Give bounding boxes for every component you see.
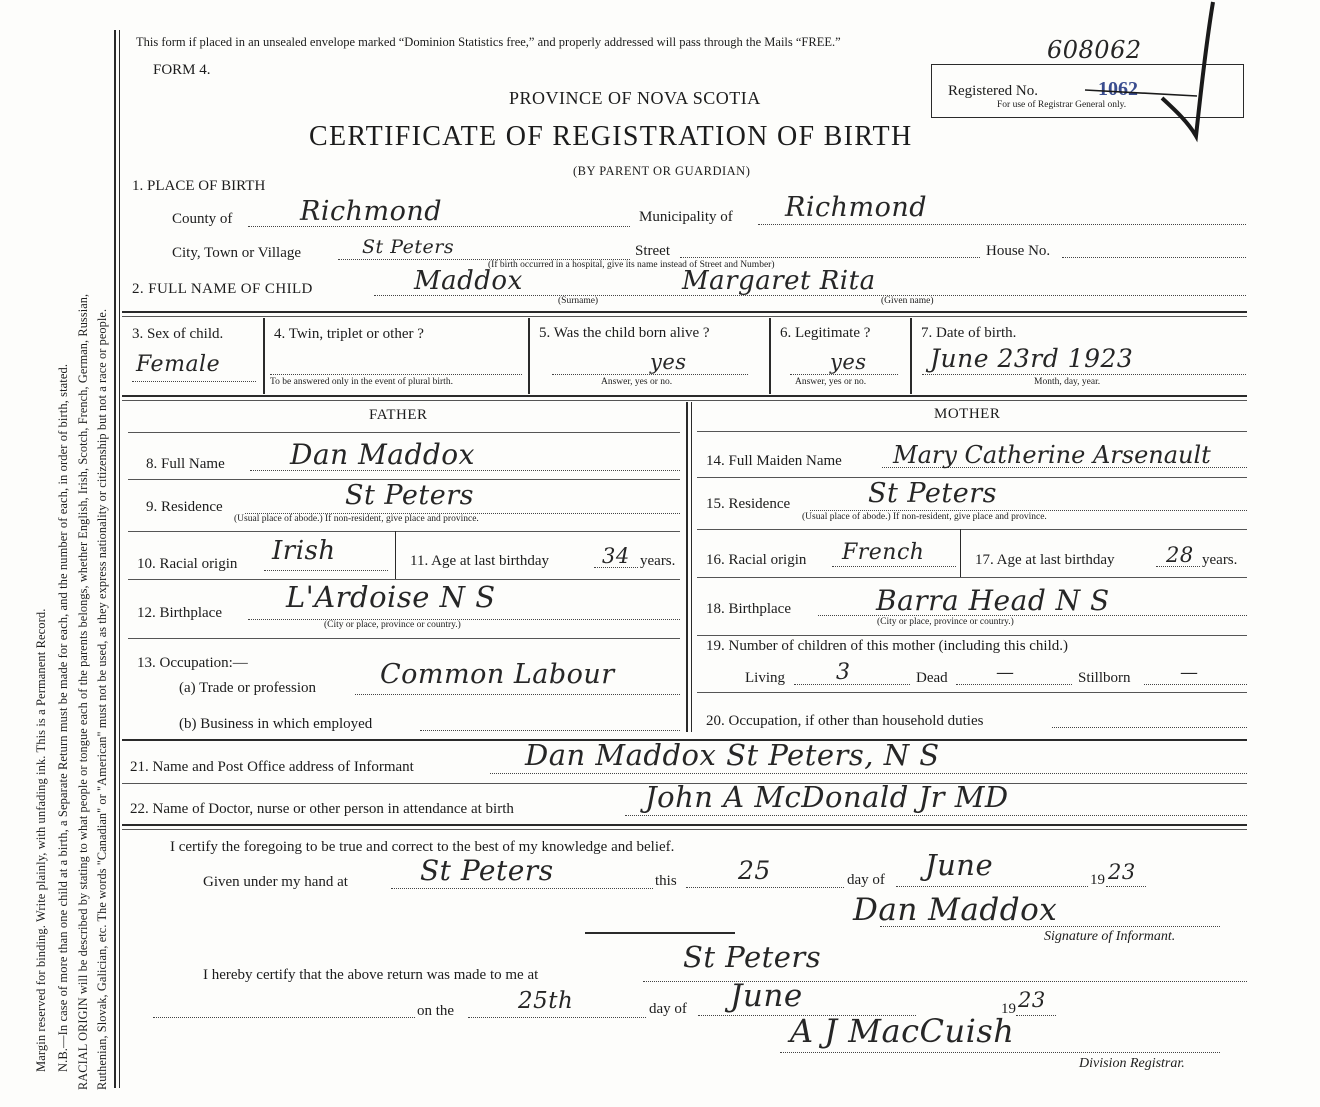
registered-label: Registered No. — [948, 83, 1038, 99]
father-name-value: Dan Maddox — [290, 438, 475, 471]
given-year-value: 23 — [1108, 860, 1136, 884]
county-value: Richmond — [300, 196, 443, 227]
city-value: St Peters — [362, 236, 455, 258]
born-alive-label: 5. Was the child born alive ? — [539, 325, 710, 341]
father-age-unit: years. — [640, 553, 676, 569]
municipality-label: Municipality of — [639, 209, 733, 225]
father-residence-note: (Usual place of abode.) If non-resident, give place and province. — [234, 514, 479, 524]
margin-note-multiple-births: N.B.—In case of more than one child at a birth, a Separate Return must be made for each, and the number of each, in order of birth, stated. — [56, 363, 70, 1072]
registrar-place-value: St Peters — [683, 940, 822, 974]
sex-value: Female — [136, 352, 221, 377]
father-residence-value: St Peters — [345, 480, 474, 511]
father-age-label: 11. Age at last birthday — [410, 553, 549, 569]
dead-label: Dead — [916, 670, 948, 686]
mother-residence-label: 15. Residence — [706, 496, 791, 512]
mail-notice: This form if placed in an unsealed envelope marked “Dominion Statistics free,” and properly addressed will pass through the Mails “FREE.” — [136, 35, 841, 49]
municipality-value: Richmond — [785, 192, 928, 223]
father-birthplace-value: L'Ardoise N S — [286, 580, 496, 614]
informant-signature: Dan Maddox — [853, 892, 1058, 928]
registrar-year-prefix: 19 — [1001, 1001, 1016, 1017]
registrar-dayof-label: day of — [649, 1001, 687, 1017]
born-alive-caption: Answer, yes or no. — [601, 377, 673, 387]
living-value: 3 — [836, 660, 851, 685]
sex-label: 3. Sex of child. — [132, 326, 224, 342]
page-subtitle: (BY PARENT OR GUARDIAN) — [573, 164, 751, 178]
father-business-label: (b) Business in which employed — [179, 716, 373, 732]
registrar-month-value: June — [730, 978, 803, 1014]
father-trade-label: (a) Trade or profession — [179, 680, 317, 696]
legitimate-caption: Answer, yes or no. — [795, 377, 867, 387]
form-number: FORM 4. — [153, 62, 211, 78]
place-of-birth-heading: 1. PLACE OF BIRTH — [132, 178, 266, 194]
father-birthplace-note: (City or place, province or country.) — [324, 620, 461, 630]
mother-birthplace-value: Barra Head N S — [876, 584, 1110, 617]
mother-race-value: French — [842, 540, 925, 565]
city-label: City, Town or Village — [172, 245, 302, 261]
given-name-caption: (Given name) — [881, 296, 934, 306]
twin-note: To be answered only in the event of plural birth. — [270, 377, 453, 387]
father-race-value: Irish — [272, 536, 336, 566]
given-day-value: 25 — [738, 856, 771, 885]
surname-caption: (Surname) — [558, 296, 599, 306]
mother-residence-note: (Usual place of abode.) If non-resident, give place and province. — [802, 512, 1047, 522]
mother-heading: MOTHER — [934, 406, 1001, 422]
mother-name-label: 14. Full Maiden Name — [706, 453, 842, 469]
given-dayof-label: day of — [847, 872, 885, 888]
given-place-value: St Peters — [420, 854, 554, 887]
mother-birthplace-label: 18. Birthplace — [706, 601, 791, 617]
father-name-label: 8. Full Name — [146, 456, 225, 472]
doctor-label: 22. Name of Doctor, nurse or other person in attendance at birth — [130, 801, 514, 817]
mother-residence-value: St Peters — [868, 478, 997, 509]
mother-occupation-label: 20. Occupation, if other than household duties — [706, 713, 984, 729]
mother-children-label: 19. Number of children of this mother (including this child.) — [706, 638, 1069, 654]
stillborn-label: Stillborn — [1078, 670, 1131, 686]
father-trade-value: Common Labour — [380, 659, 615, 690]
mother-name-value: Mary Catherine Arsenault — [893, 441, 1211, 469]
father-age-value: 34 — [602, 544, 630, 568]
doctor-value: John A McDonald Jr MD — [645, 780, 1009, 814]
given-under-label: Given under my hand at — [203, 874, 348, 890]
dead-value: — — [996, 662, 1015, 683]
registrar-caption: Division Registrar. — [1079, 1056, 1185, 1071]
stillborn-value: — — [1180, 662, 1199, 683]
margin-note-binding: Margin reserved for binding. Write plainly, with unfading ink. This is a Permanent Record. — [34, 608, 48, 1072]
informant-label: 21. Name and Post Office address of Informant — [130, 759, 414, 775]
given-year-prefix: 19 — [1090, 872, 1105, 888]
child-name-label: 2. FULL NAME OF CHILD — [132, 281, 313, 297]
informant-value: Dan Maddox St Peters, N S — [525, 738, 940, 772]
child-given-name-value: Margaret Rita — [682, 266, 876, 296]
mother-age-unit: years. — [1202, 552, 1238, 568]
county-label: County of — [172, 211, 233, 227]
registrar-day-value: 25th — [518, 988, 574, 1014]
father-heading: FATHER — [369, 407, 428, 423]
father-race-label: 10. Racial origin — [137, 556, 238, 572]
date-of-birth-value: June 23rd 1923 — [930, 344, 1134, 373]
father-residence-label: 9. Residence — [146, 499, 223, 515]
registrar-note: For use of Registrar General only. — [997, 100, 1127, 110]
registrar-statement: I hereby certify that the above return was made to me at — [203, 967, 539, 983]
mother-birthplace-note: (City or place, province or country.) — [877, 617, 1014, 627]
registered-number: 1062 — [1098, 78, 1138, 100]
mother-age-value: 28 — [1166, 543, 1194, 567]
registrar-year-value: 23 — [1018, 988, 1046, 1012]
house-number-label: House No. — [986, 243, 1051, 259]
born-alive-value: yes — [650, 350, 687, 374]
given-month-value: June — [925, 848, 994, 882]
margin-note-racial-origin: RACIAL ORIGIN will be described by stating to what people or tongue each of the parents belongs, whether English, Irish, Scotch, French, German, Russian, — [76, 293, 90, 1090]
page-title: CERTIFICATE OF REGISTRATION OF BIRTH — [309, 121, 913, 152]
father-occupation-label: 13. Occupation:— — [137, 655, 248, 671]
living-label: Living — [745, 670, 785, 686]
hospital-note: (If birth occurred in a hospital, give its name instead of Street and Number) — [488, 260, 775, 270]
informant-signature-caption: Signature of Informant. — [1044, 929, 1176, 944]
certification-statement: I certify the foregoing to be true and correct to the best of my knowledge and belief. — [170, 839, 675, 855]
legitimate-value: yes — [830, 350, 867, 374]
mother-age-label: 17. Age at last birthday — [975, 552, 1115, 568]
street-label: Street — [635, 243, 670, 259]
serial-number: 608062 — [1047, 36, 1142, 64]
legitimate-label: 6. Legitimate ? — [780, 325, 871, 341]
father-birthplace-label: 12. Birthplace — [137, 605, 222, 621]
registrar-onthe-label: on the — [417, 1003, 455, 1019]
date-of-birth-caption: Month, day, year. — [1034, 377, 1101, 387]
mother-race-label: 16. Racial origin — [706, 552, 807, 568]
child-surname-value: Maddox — [414, 266, 523, 296]
this-label: this — [655, 873, 677, 889]
twin-label: 4. Twin, triplet or other ? — [274, 326, 424, 342]
registrar-signature: A J MacCuish — [790, 1012, 1015, 1050]
province-heading: PROVINCE OF NOVA SCOTIA — [509, 88, 761, 108]
date-of-birth-label: 7. Date of birth. — [921, 325, 1017, 341]
margin-note-racial-origin-cont: Ruthenian, Slovak, Galician, etc. The words "Canadian" or "American" must not be used, as they express nationality or citizenship but not a race or people. — [95, 308, 109, 1090]
